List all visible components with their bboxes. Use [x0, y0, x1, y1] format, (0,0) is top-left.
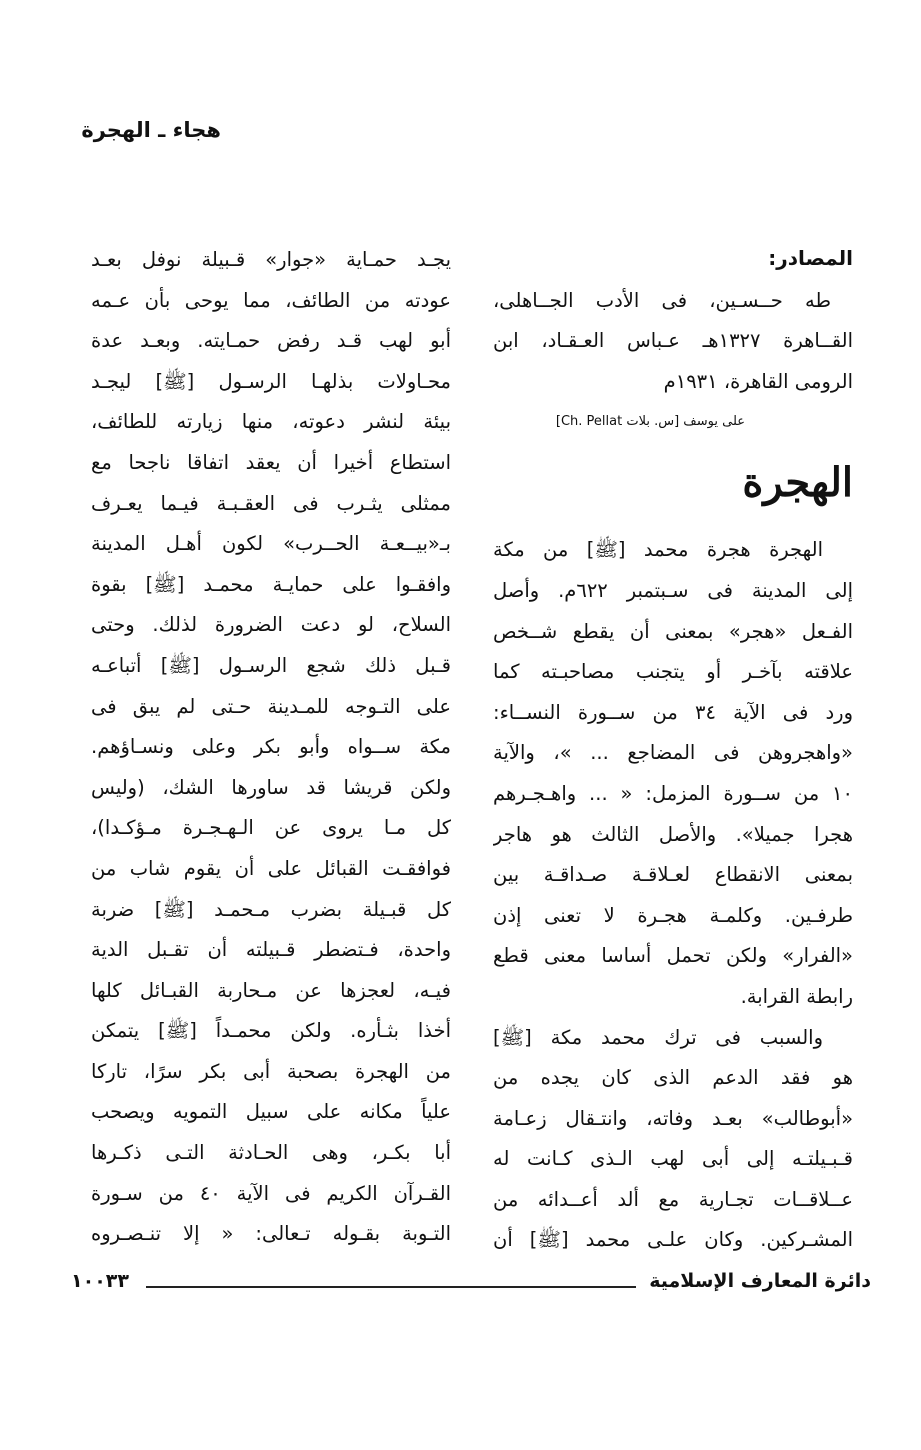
paragraph-line: السلاح، لو دعت الضرورة لذلك. وحتى — [91, 613, 451, 637]
paragraph-line: علاقته بآخـر أو يتجنب مصاحبـته كما — [493, 660, 853, 684]
paragraph-line: أبا بكـر، وهى الحـادثة التـى ذكـرها — [91, 1141, 451, 1165]
paragraph-line: هو فقد الدعم الذى كان يجده من — [493, 1066, 853, 1090]
source-line: الرومى القاهرة، ١٩٣١م — [663, 369, 853, 393]
paragraph-line: من الهجرة بصحبة أبى بكر سرًا، تاركا — [91, 1059, 451, 1083]
paragraph-line: كل مـا يروى عن الـهـجـرة مـؤكـدا)، — [91, 816, 451, 840]
paragraph-line: «الفرار» ولكن تحمل أساسا معنى قطع — [493, 944, 853, 968]
paragraph-line: بـ«بيــعـة الحــرب» لكون أهـل المدينة — [91, 532, 451, 556]
paragraph-line: مكة ســواه وأبو بكر وعلى ونسـاؤهم. — [91, 735, 451, 759]
paragraph-line: رابطة القرابة. — [740, 984, 853, 1008]
paragraph-line: على التـوجه للمـدينة حـتى لم يبق فى — [91, 694, 451, 718]
paragraph-line: بمعنى الانقطاع لعـلاقـة صـداقـة بين — [493, 863, 853, 887]
paragraph-line: الفـعل «هجر» بمعنى أن يقطع شــخص — [493, 619, 853, 643]
paragraph-line: «أبوطالب» بعـد وفاته، وانتـقال زعـامة — [493, 1106, 853, 1130]
paragraph-line: كل قبـيلة بضرب مـحمـد [ﷺ] ضربة — [91, 897, 451, 921]
paragraph-line: واحدة، فـتضطر قـبيلته أن تقـبل الدية — [91, 938, 451, 962]
paragraph-line: عــلاقــات تجـارية مع ألد أعــدائه من — [493, 1187, 853, 1211]
paragraph-line: وافقـوا على حمايـة محمـد [ﷺ] بقوة — [91, 572, 451, 596]
paragraph-line: محـاولات بذلهـا الرسـول [ﷺ] ليجـد — [91, 369, 451, 393]
paragraph-line: علياً مكانه على سبيل التمويه ويصحب — [91, 1100, 451, 1124]
paragraph-line: يجـد حمـاية «جوار» قـبيلة نوفل بعـد — [91, 248, 451, 271]
paragraph-line: فيـه، لعجزها عن مـحاربة القبـائل كلها — [91, 978, 451, 1002]
paragraph-line: أخذا بثـأره. ولكن محمـداً [ﷺ] يتمكن — [91, 1019, 451, 1043]
paragraph-line: «واهجروهن فى المضاجع ... »، والآية — [493, 741, 853, 765]
paragraph-line: بيئة لنشر دعوته، منها زيارته للطائف، — [91, 410, 451, 434]
author-note: على يوسف [س. بلات Ch. Pellat] — [555, 414, 745, 430]
left-column — [91, 240, 451, 1255]
paragraph-line: الهجرة هجرة محمد [ﷺ] من مكة — [493, 538, 823, 562]
page-number: ١٠٠٣٣ — [71, 1270, 129, 1292]
paragraph-line: المشـركين. وكان علـى محمد [ﷺ] أن — [493, 1228, 853, 1252]
footer-rule — [146, 1286, 636, 1288]
paragraph-line: استطاع أخيرا أن يعقد اتفاقا ناجحا مع — [91, 450, 451, 474]
paragraph-line: ممثلى يثـرب فى العقـبـة فيـما يعـرف — [91, 491, 451, 515]
paragraph-line: فوافقـت القبائل على أن يقوم شاب من — [91, 856, 451, 880]
paragraph-line: عودته من الطائف، مما يوحى بأن عـمه — [91, 288, 451, 312]
paragraph-line: هجرا جميلا». والأصل الثالث هو هاجر — [493, 822, 853, 846]
paragraph-line: قـبل ذلك شجع الرسـول [ﷺ] أتباعـه — [91, 653, 451, 677]
paragraph-line: قـبـيلتـه إلى أبى لهب الـذى كـانت له — [493, 1147, 853, 1171]
paragraph-line: طرفـين. وكلمـة هجـرة لا تعنى إذن — [493, 903, 853, 927]
paragraph-line: ولكن قريشا قد ساورها الشك، (وليس — [91, 775, 451, 799]
running-header: هجاء ـ الهجرة — [81, 118, 221, 142]
paragraph-line: التـوبة بقـوله تـعالى: « إلا تنـصـروه — [91, 1222, 451, 1246]
publication-title: دائرة المعارف الإسلامية — [649, 1270, 871, 1292]
paragraph-line: إلى المدينة فى سـبتمبر ٦٢٢م. وأصل — [493, 578, 853, 602]
paragraph-line: والسبب فى ترك محمد مكة [ﷺ] — [493, 1025, 823, 1049]
paragraph-line: ١٠ من ســورة المزمل: « ... واهـجـرهم — [493, 781, 853, 805]
page-footer — [71, 1270, 871, 1300]
right-column — [493, 238, 853, 1261]
paragraph-line: أبو لهب قـد رفض حمـايته. وبعـد عدة — [91, 329, 451, 353]
source-line: طه حــسـين، فى الأدب الجــاهلى، — [493, 288, 831, 312]
paragraph-line: ورد فى الآية ٣٤ من ســورة النســاء: — [493, 700, 853, 724]
sources-heading: المصادر: — [768, 246, 853, 270]
paragraph-line: القـرآن الكريم فى الآية ٤٠ من سـورة — [91, 1181, 451, 1205]
source-line: القــاهرة ١٣٢٧هـ عـباس العـقـاد، ابن — [493, 329, 853, 353]
article-title: الهجرة — [742, 459, 853, 507]
